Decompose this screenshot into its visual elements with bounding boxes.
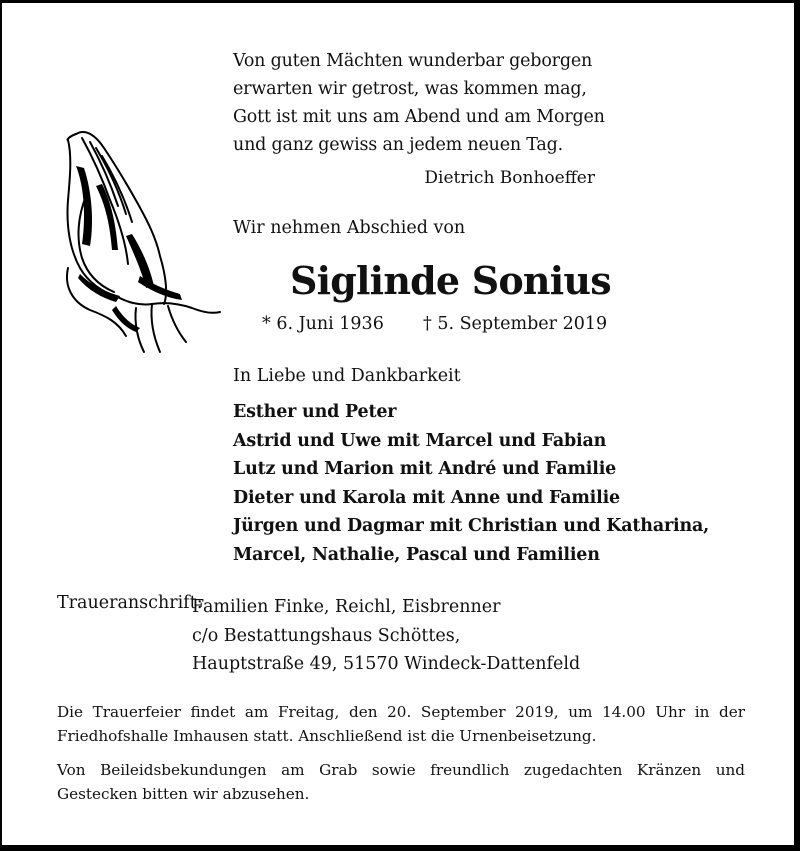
address-line: Familien Finke, Reichl, Eisbrenner (192, 597, 501, 617)
family-member: Lutz und Marion mit André und Familie (233, 459, 617, 480)
poem-line: Von guten Mächten wunderbar geborgen (233, 51, 593, 71)
praying-hands-icon (56, 126, 224, 358)
family-member: Esther und Peter (233, 402, 397, 422)
poem-author: Dietrich Bonhoeffer (424, 168, 595, 188)
thanks-text: In Liebe und Dankbarkeit (233, 366, 461, 386)
address-label: Traueranschrift: (57, 593, 203, 613)
poem-line: erwarten wir getrost, was kommen mag, (233, 79, 587, 99)
birth-date: * 6. Juni 1936 (262, 314, 384, 334)
family-member: Astrid und Uwe mit Marcel und Fabian (233, 430, 607, 451)
family-member: Marcel, Nathalie, Pascal und Familien (233, 544, 600, 565)
farewell-text: Wir nehmen Abschied von (233, 218, 466, 238)
death-date: † 5. September 2019 (423, 314, 608, 334)
address-line: Hauptstraße 49, 51570 Windeck-Dattenfeld (192, 654, 581, 674)
funeral-notice: Die Trauerfeier findet am Freitag, den 20. September 2019, um 14.00 Uhr in der Friedhofshalle Imhausen statt. Anschließend ist die Urnenbeisetzung. (57, 703, 745, 745)
mourning-address (192, 593, 580, 679)
poem (233, 47, 605, 159)
family-list (233, 398, 709, 570)
poem-line: und ganz gewiss an jedem neuen Tag. (233, 135, 564, 155)
deceased-name: Siglinde Sonius (290, 258, 611, 303)
family-member: Dieter und Karola mit Anne und Familie (233, 487, 620, 508)
poem-line: Gott ist mit uns am Abend und am Morgen (233, 107, 605, 127)
address-line: c/o Bestattungshaus Schöttes, (192, 625, 461, 646)
family-member: Jürgen und Dagmar mit Christian und Katharina, (233, 516, 709, 537)
condolence-notice: Von Beileidsbekundungen am Grab sowie freundlich zugedachten Kränzen und Gestecken bitten wir abzusehen. (57, 761, 745, 803)
